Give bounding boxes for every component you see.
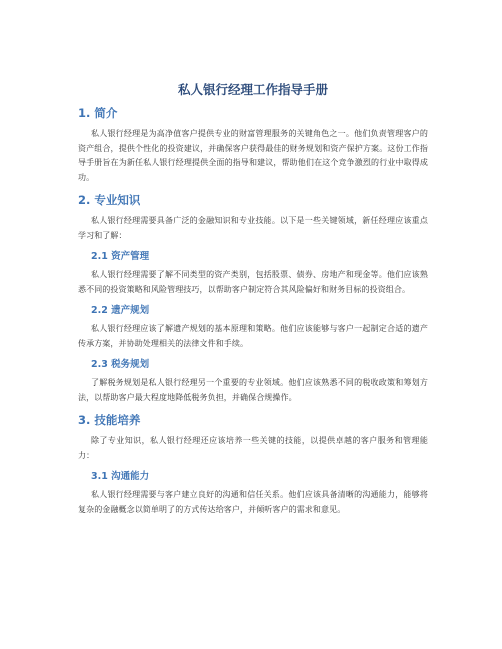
section-heading-intro: 1. 简介 [78,106,118,120]
section-heading-expertise: 2. 专业知识 [78,193,141,207]
section-body-expertise: 私人银行经理需要具备广泛的金融知识和专业技能。以下是一些关键领域，新任经理应该重点学习和了解： [78,216,428,240]
subsection-body-tax-planning: 了解税务规划是私人银行经理另一个重要的专业领域。他们应该熟悉不同的税收政策和筹划方法，以帮助客户最大程度地降低税务负担，并确保合规操作。 [78,378,428,402]
subsection-heading-communication: 3.1 沟通能力 [91,471,150,482]
subsection-body-asset-management: 私人银行经理需要了解不同类型的资产类别，包括股票、债券、房地产和现金等。他们应该熟悉不同的投资策略和风险管理技巧，以帮助客户制定符合其风险偏好和财务目标的投资组合。 [78,270,428,294]
subsection-heading-asset-management: 2.1 资产管理 [91,251,150,262]
section-body-skills: 除了专业知识，私人银行经理还应该培养一些关键的技能，以提供卓越的客户服务和管理能力： [78,436,428,460]
subsection-heading-tax-planning: 2.3 税务规划 [91,359,150,370]
document-page [78,82,428,521]
subsection-heading-estate-planning: 2.2 遗产规划 [91,305,150,316]
subsection-body-communication: 私人银行经理需要与客户建立良好的沟通和信任关系。他们应该具备清晰的沟通能力，能够将复杂的金融概念以简单明了的方式传达给客户，并倾听客户的需求和意见。 [78,490,428,514]
section-heading-skills: 3. 技能培养 [78,413,141,427]
section-body-intro: 私人银行经理是为高净值客户提供专业的财富管理服务的关键角色之一。他们负责管理客户的资产组合，提供个性化的投资建议，并确保客户获得最佳的财务规划和资产保护方案。这份工作指导手册旨在为新任私人银行经理提供全面的指导和建议，帮助他们在这个竞争激烈的行业中取得成功。 [78,129,428,182]
document-title: 私人银行经理工作指导手册 [177,82,328,97]
subsection-body-estate-planning: 私人银行经理应该了解遗产规划的基本原理和策略。他们应该能够与客户一起制定合适的遗产传承方案，并协助处理相关的法律文件和手续。 [78,324,428,348]
